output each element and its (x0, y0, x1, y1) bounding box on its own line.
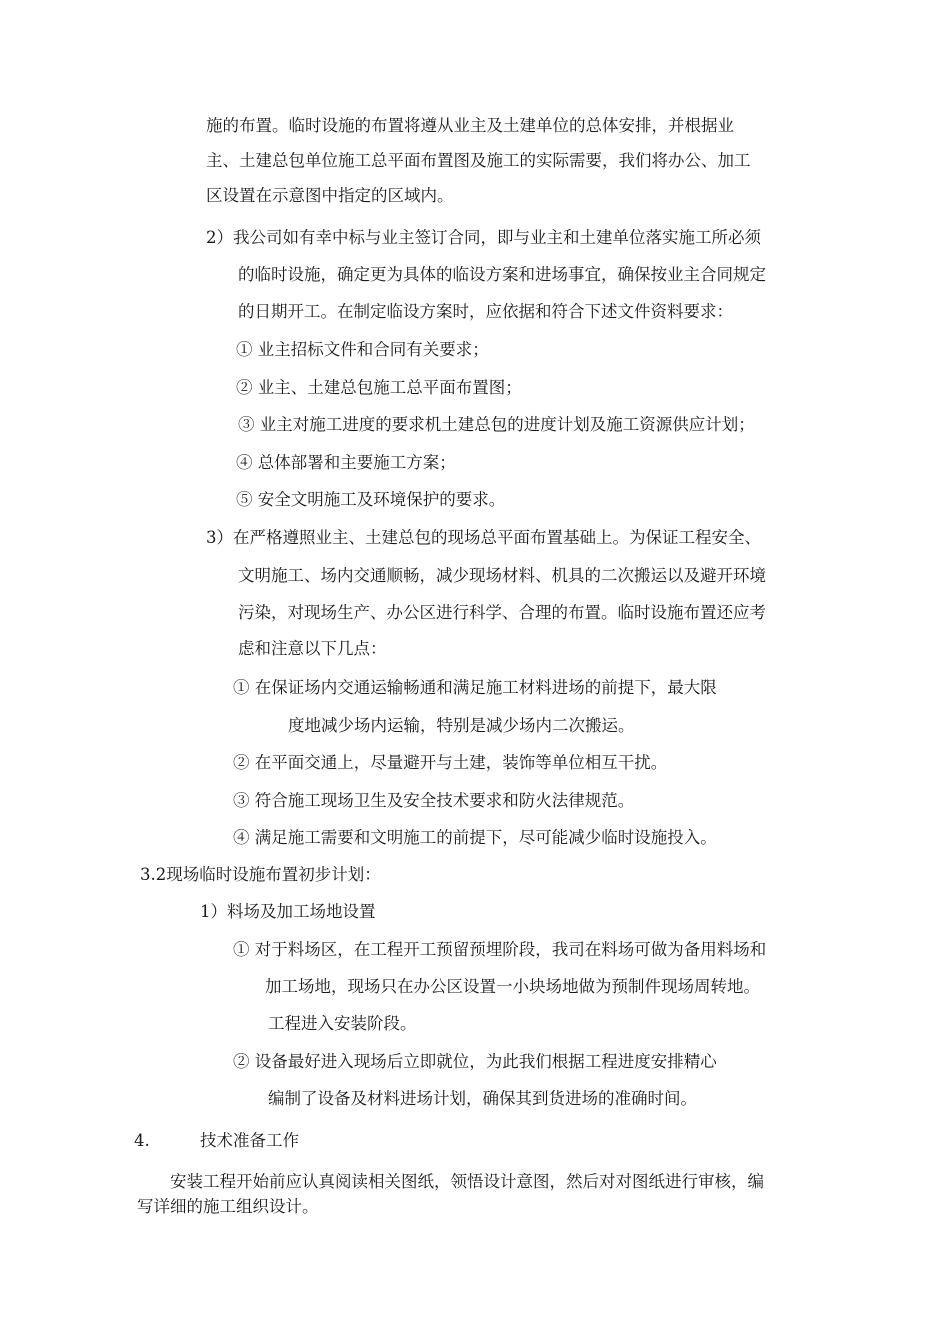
sub-list-item: 工程进入安装阶段。 (268, 1014, 417, 1033)
sub-list-item: ③ 业主对施工进度的要求机土建总包的进度计划及施工资源供应计划； (238, 415, 755, 434)
list-item-3-text: 文明施工、场内交通顺畅，减少现场材料、机具的二次搬运以及避开环境 (238, 566, 766, 585)
sub-list-item: ② 在平面交通上，尽量避开与土建，装饰等单位相互干扰。 (233, 753, 668, 772)
sub-list-item: ② 设备最好进入现场后立即就位，为此我们根据工程进度安排精心 (233, 1052, 717, 1071)
sub-list-item: ① 对于料场区，在工程开工预留预埋阶段，我司在料场可做为备用料场和 (233, 940, 767, 959)
body-text-line: 区设置在示意图中指定的区域内。 (206, 186, 454, 205)
section-title: 技术准备工作 (200, 1131, 299, 1150)
sub-list-item: 编制了设备及材料进场计划，确保其到货进场的准确时间。 (268, 1089, 697, 1108)
sub-list-item: ⑤ 安全文明施工及环境保护的要求。 (236, 490, 506, 509)
list-item-3-text: 虑和注意以下几点： (238, 639, 387, 658)
sub-list-item: ① 业主招标文件和合同有关要求； (236, 340, 489, 359)
body-text-line: 主、土建总包单位施工总平面布置图及施工的实际需要，我们将办公、加工 (206, 151, 751, 170)
list-item-2-text: 2）我公司如有幸中标与业主签订合同，即与业主和土建单位落实施工所必须 (206, 228, 761, 247)
body-text-line: 安装工程开始前应认真阅读相关图纸，领悟设计意图，然后对对图纸进行审核，编 (170, 1172, 764, 1191)
sub-list-item: ② 业主、土建总包施工总平面布置图； (236, 378, 522, 397)
section-number: 4. (134, 1131, 150, 1150)
list-item-2-text: 的日期开工。在制定临设方案时，应依据和符合下述文件资料要求： (238, 302, 733, 321)
body-text-line: 写详细的施工组织设计。 (137, 1197, 319, 1216)
list-item-2-text: 的临时设施，确定更为具体的临设方案和进场事宜，确保按业主合同规定 (238, 265, 766, 284)
sub-list-item: ① 在保证场内交通运输畅通和满足施工材料进场的前提下，最大限 (233, 678, 717, 697)
sub-list-item: 加工场地，现场只在办公区设置一小块场地做为预制件现场周转地。 (265, 977, 760, 996)
section-heading: 3.2现场临时设施布置初步计划： (140, 865, 381, 884)
list-item-3-text: 3）在严格遵照业主、土建总包的现场总平面布置基础上。为保证工程安全、 (206, 528, 761, 547)
sub-list-item: ④ 总体部署和主要施工方案； (236, 453, 456, 472)
list-item-3-text: 污染，对现场生产、办公区进行科学、合理的布置。临时设施布置还应考 (238, 603, 766, 622)
sub-list-item: ③ 符合施工现场卫生及安全技术要求和防火法律规范。 (233, 791, 635, 810)
subsection-heading: 1）料场及加工场地设置 (200, 902, 376, 921)
sub-list-item: 度地减少场内运输，特别是减少场内二次搬运。 (288, 716, 635, 735)
sub-list-item: ④ 满足施工需要和文明施工的前提下，尽可能减少临时设施投入。 (233, 828, 717, 847)
body-text-line: 施的布置。临时设施的布置将遵从业主及土建单位的总体安排，并根据业 (206, 116, 734, 135)
